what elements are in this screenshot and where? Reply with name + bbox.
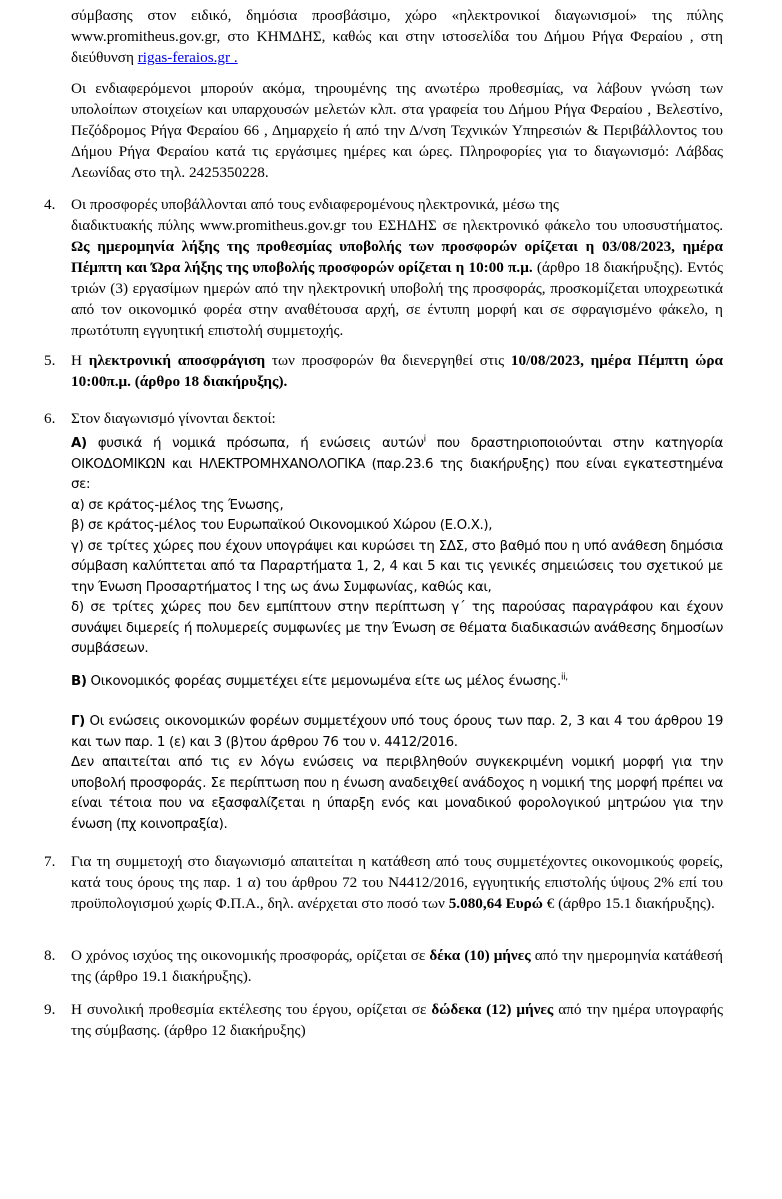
item-7-guarantee-amount: 5.080,64 Ευρώ — [448, 895, 543, 912]
item-6g-paragraph — [71, 712, 723, 835]
item-7-number: 7. — [44, 853, 56, 870]
item-4-text-a: διαδικτυακής πύλης www.promitheus.gov.gr του ΕΣΗΔΗΣ σε ηλεκτρονικό φάκελο του υποσυστήματος. — [71, 217, 723, 234]
info-text: Οι ενδιαφερόμενοι μπορούν ακόμα, τηρουμένης της ανωτέρω προθεσμίας, να λάβουν γνώση των υπολοίπων στοιχείων και υπαρχουσών μελετών κλπ. στα γραφεία του Δήμου Ρήγα Φεραίου , Βελεστίνο, Πεζόδρομος Ρήγα Φεραίου 66 , Δημαρχείο ή από την Δ/νση Τεχνικών Υπηρεσιών & Περιβάλλοντος του Δήμου Ρήγα Φεραίου κατά τις εργάσιμες ημέρες και ώρες. Πληροφορίες για το διαγωνισμό: Λάβδας Λεωνίδας στο τηλ. 2425350228. — [71, 80, 723, 181]
item-4-first-line-text: Οι προσφορές υποβάλλονται από τους ενδιαφερομένους ηλεκτρονικά, μέσω της — [71, 196, 559, 213]
item-5-body — [71, 350, 723, 392]
item-7-body — [71, 851, 723, 914]
item-6b-label: Β) — [71, 674, 87, 689]
item-4-number: 4. — [44, 196, 56, 213]
item-6-heading — [71, 408, 723, 429]
municipality-website-link[interactable]: rigas-feraios.gr . — [137, 49, 238, 66]
item-6g-text-b: Δεν απαιτείται από τις εν λόγω ενώσεις να περιβληθούν συγκεκριμένη νομική μορφή για την υποβολή προσφοράς. Σε περίπτωση που η ένωση αναδειχθεί ανάδοχος η νομική της μορφή πρέπει να είναι τέτοια που να εξασφαλίζεται η ύπαρξη ενός και μοναδικού φορολογικού μητρώου για την ένωση (πχ κοινοπραξία). — [71, 755, 723, 832]
item-6a-subitem-delta: δ) σε τρίτες χώρες που δεν εμπίπτουν στην περίπτωση γ΄ της παρούσας παραγράφου και έχουν συνάψει διμερείς ή πολυμερείς συμφωνίες με την Ένωση σε θέματα διαδικασιών ανάθεσης δημοσίων συμβάσεων. — [71, 600, 723, 656]
item-6a-paragraph — [71, 434, 723, 660]
item-8-body — [71, 945, 723, 987]
item-6b-paragraph — [71, 672, 723, 693]
item-6a-subitem-gamma: γ) σε τρίτες χώρες που έχουν υπογράψει και κυρώσει τη ΣΔΣ, στο βαθμό που η υπό ανάθεση δημόσια σύμβαση καλύπτεται από τα Παραρτήματα 1, 2, 4 και 5 και τις γενικές σημειώσεις του σχετικού με την Ένωση Προσαρτήματος I της ως άνω Συμφωνίας, καθώς και, — [71, 538, 723, 595]
item-8-validity-period: δέκα (10) μήνες — [429, 947, 531, 964]
item-9-text-a: Η συνολική προθεσμία εκτέλεσης του έργου, ορίζεται σε — [71, 1001, 432, 1018]
item-8-text-b: από την ημερομηνία κατάθεσή της (άρθρο 19.1 διακήρυξης). — [71, 947, 723, 985]
item-6g-label: Γ) — [71, 714, 85, 729]
item-6a-subitem-alpha: α) σε κράτος-μέλος της Ένωσης, — [71, 497, 284, 513]
intro-text: σύμβασης στον ειδικό, δημόσια προσβάσιμο, χώρο «ηλεκτρονικοί διαγωνισμοί» της πύλης www.promitheus.gov.gr, στο ΚΗΜΔΗΣ, καθώς και στην ιστοσελίδα του Δήμου Ρήγα Φεραίου , στη διεύθυνση — [71, 7, 723, 66]
info-paragraph — [71, 78, 723, 183]
item-5-text-b: των προσφορών θα διενεργηθεί στις — [265, 352, 511, 369]
item-9-number: 9. — [44, 1001, 56, 1018]
item-7-text-a: Για τη συμμετοχή στο διαγωνισμό απαιτείται η κατάθεση από τους συμμετέχοντες οικονομικούς φορείς, κατά τους όρους της παρ. 1 α) του άρθρου 72 του Ν4412/2016, εγγυητικής επιστολής ύψους 2% επί του προϋπολογισμού χωρίς Φ.Π.Α., δηλ. ανέρχεται στο ποσό των — [71, 853, 723, 912]
intro-paragraph — [71, 5, 723, 68]
item-6a-text-b: που δραστηριοποιούνται στην κατηγορία ΟΙΚΟΔΟΜΙΚΩΝ και ΗΛΕΚΤΡΟΜΗΧΑΝΟΛΟΓΙΚΑ (παρ.23.6 της διακήρυξης) που είναι εγκατεστημένα σε: — [71, 436, 723, 492]
item-6-number: 6. — [44, 410, 56, 427]
item-7-text-b: € (άρθρο 15.1 διακήρυξης). — [542, 895, 715, 912]
item-6a-text-a: φυσικά ή νομικά πρόσωπα, ή ενώσεις αυτών — [86, 436, 424, 451]
item-8-number: 8. — [44, 947, 56, 964]
item-6b-text: Οικονομικός φορέας συμμετέχει είτε μεμονωμένα είτε ως μέλος ένωσης. — [86, 674, 561, 689]
item-5-number: 5. — [44, 352, 56, 369]
item-6g-text-a: Οι ενώσεις οικονομικών φορέων συμμετέχουν υπό τους όρους των παρ. 2, 3 και 4 του άρθρου 19 και των παρ. 1 (ε) και 3 (β)του άρθρου 76 του ν. 4412/2016. — [71, 714, 723, 750]
item-5-bold-a: ηλεκτρονική αποσφράγιση — [88, 352, 266, 369]
item-5-opening-date: 10/08/2023, ημέρα Πέμπτη ώρα 10:00π.μ. (άρθρο 18 διακήρυξης). — [71, 352, 723, 390]
footnote-marker-ii[interactable]: ii, — [560, 672, 568, 683]
item-4-body — [71, 215, 723, 341]
item-5-text-a: Η — [71, 352, 89, 369]
item-4-text-b: (άρθρο 18 διακήρυξης). Εντός τριών (3) εργασίμων ημερών από την ηλεκτρονική υποβολή της προσφοράς, προσκομίζεται υποχρεωτικά από τον οικονομικό φορέα στην αναθέτουσα αρχή, σε έντυπη μορφή και σε σφραγισμένο φάκελο, η πρωτότυπη εγγυητική επιστολή συμμετοχής. — [71, 259, 724, 339]
item-6-text: Στον διαγωνισμό γίνονται δεκτοί: — [71, 410, 276, 427]
item-9-text-b: από την ημέρα υπογραφής της σύμβασης. (άρθρο 12 διακήρυξης) — [71, 1001, 724, 1039]
item-4-deadline: Ως ημερομηνία λήξης της προθεσμίας υποβολής των προσφορών ορίζεται η 03/08/2023, ημέρα Πέμπτη και Ώρα λήξης της υποβολής προσφορών ορίζεται η 10:00 π.μ. — [71, 238, 723, 276]
footnote-marker-i[interactable]: i — [423, 434, 426, 445]
item-6a-label: Α) — [71, 436, 87, 451]
item-6a-subitem-beta: β) σε κράτος-μέλος του Ευρωπαϊκού Οικονομικού Χώρου (Ε.Ο.Χ.), — [71, 518, 493, 533]
item-4-first-line — [71, 194, 723, 215]
item-9-execution-period: δώδεκα (12) μήνες — [431, 1001, 554, 1018]
item-8-text-a: Ο χρόνος ισχύος της οικονομικής προσφοράς, ορίζεται σε — [71, 947, 430, 964]
item-9-body — [71, 999, 723, 1041]
